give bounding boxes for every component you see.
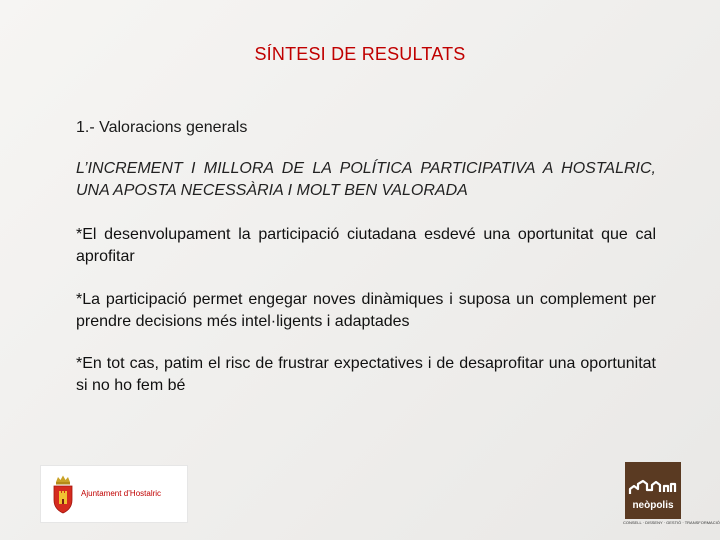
neopolis-logo-icon xyxy=(625,462,681,498)
point-paragraph-2: *La participació permet engegar noves dinàmiques i suposa un complement per prendre decisions més intel·ligents i adaptades xyxy=(76,291,656,330)
neopolis-tagline: CONSELL · DISSENY · GESTIÓ · TRANSFORMACIÓ xyxy=(623,520,720,525)
point-paragraph-1: *El desenvolupament la participació ciutadana esdevé una oportunitat que cal aprofitar xyxy=(76,226,656,265)
neopolis-name: neòpolis xyxy=(632,500,674,511)
coat-of-arms-icon xyxy=(51,474,75,514)
section-subtitle: 1.- Valoracions generals xyxy=(76,119,248,136)
neopolis-logo xyxy=(623,462,720,530)
ajuntament-label: Ajuntament d’Hostalric xyxy=(81,489,162,498)
point-paragraph-3: *En tot cas, patim el risc de frustrar expectatives i de desaprofitar una oportunitat si no ho fem bé xyxy=(76,355,656,394)
headline-paragraph: L’INCREMENT I MILLORA DE LA POLÍTICA PARTICIPATIVA A HOSTALRIC, UNA APOSTA NECESSÀRIA I MOLT BEN VALORADA xyxy=(76,160,656,199)
slide-title: SÍNTESI DE RESULTATS xyxy=(254,44,466,64)
neopolis-logo-box xyxy=(625,462,681,519)
ajuntament-logo xyxy=(40,465,188,523)
